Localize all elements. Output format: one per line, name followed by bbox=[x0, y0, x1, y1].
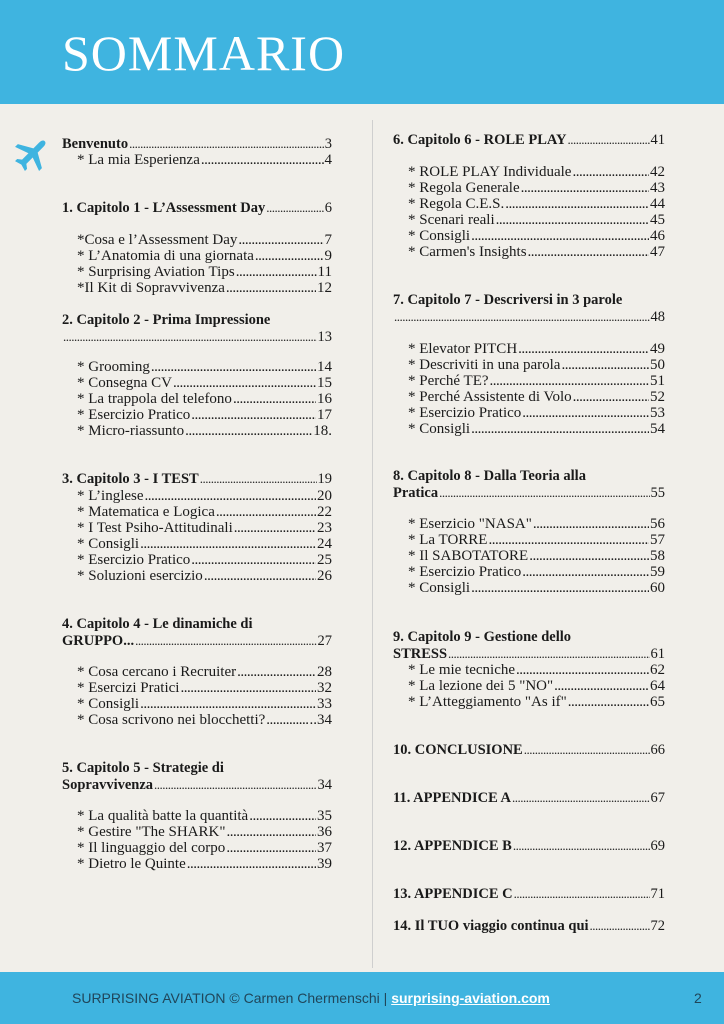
toc-entry[interactable]: 10. CONCLUSIONE ..... 66 bbox=[393, 742, 665, 759]
toc-entry[interactable]: * La trappola del telefono ..... 16 bbox=[62, 391, 332, 408]
toc-entry[interactable]: * ROLE PLAY Individuale ..... 42 bbox=[393, 164, 665, 181]
toc-entry[interactable]: * Cosa scrivono nei blocchetti? ..... ..34 bbox=[62, 712, 332, 729]
toc-entry[interactable]: * L’Atteggiamento "As if" ..... 65 bbox=[393, 694, 665, 711]
toc-entry[interactable]: * Perché Assistente di Volo ..... 52 bbox=[393, 389, 665, 406]
toc-entry[interactable]: * L’Anatomia di una giornata ..... 9 bbox=[62, 248, 332, 265]
toc-entry[interactable]: 14. Il TUO viaggio continua qui ..... 72 bbox=[393, 918, 665, 935]
toc-entry[interactable]: * Consigli ..... 60 bbox=[393, 580, 665, 597]
toc-entry[interactable]: * Soluzioni esercizio ..... 26 bbox=[62, 568, 332, 585]
toc-entry[interactable]: * L’inglese ..... 20 bbox=[62, 488, 332, 505]
footer-band bbox=[0, 972, 724, 1024]
toc-entry[interactable]: * Descriviti in una parola ..... 50 bbox=[393, 357, 665, 374]
toc-entry[interactable]: * La lezione dei 5 "NO" ..... 64 bbox=[393, 678, 665, 695]
toc-entry[interactable]: 4. Capitolo 4 - Le dinamiche di GRUPPO... ..... 27 bbox=[62, 616, 332, 650]
toc-entry[interactable]: * Grooming ..... 14 bbox=[62, 359, 332, 376]
toc-entry[interactable]: * Carmen's Insights ..... 47 bbox=[393, 244, 665, 261]
page-number: 2 bbox=[694, 990, 702, 1006]
toc-entry[interactable]: * Esercizio Pratico ..... 53 bbox=[393, 405, 665, 422]
toc-entry[interactable]: * Consigli ..... 24 bbox=[62, 536, 332, 553]
toc-entry[interactable]: 7. Capitolo 7 - Descriversi in 3 parole ..... 48 bbox=[393, 292, 665, 326]
header-band bbox=[0, 0, 724, 104]
toc-entry[interactable]: * Regola Generale ..... 43 bbox=[393, 180, 665, 197]
airplane-icon bbox=[12, 134, 52, 174]
toc-entry[interactable]: 1. Capitolo 1 - L’Assessment Day ..... 6 bbox=[62, 200, 332, 217]
toc-entry[interactable]: * Cosa cercano i Recruiter ..... 28 bbox=[62, 664, 332, 681]
toc-entry[interactable]: * Le mie tecniche ..... 62 bbox=[393, 662, 665, 679]
toc-entry[interactable]: * Regola C.E.S. ..... 44 bbox=[393, 196, 665, 213]
toc-entry[interactable]: * Esercizio Pratico ..... 25 bbox=[62, 552, 332, 569]
toc-entry[interactable]: * La mia Esperienza ..... 4 bbox=[62, 152, 332, 169]
toc-entry[interactable]: 5. Capitolo 5 - Strategie di Sopravvivenza ..... 34 bbox=[62, 760, 332, 794]
toc-entry[interactable]: Benvenuto ..... 3 bbox=[62, 136, 332, 153]
toc-entry[interactable]: * Micro-riassunto ..... 18. bbox=[62, 423, 332, 440]
toc-entry[interactable]: * Consigli ..... 46 bbox=[393, 228, 665, 245]
toc-entry[interactable]: 6. Capitolo 6 - ROLE PLAY ..... 41 bbox=[393, 132, 665, 149]
toc-entry[interactable]: * Scenari reali ..... 45 bbox=[393, 212, 665, 229]
column-divider bbox=[372, 120, 373, 968]
toc-entry[interactable]: * Consegna CV ..... 15 bbox=[62, 375, 332, 392]
toc-entry[interactable]: 2. Capitolo 2 - Prima Impressione ..... 13 bbox=[62, 312, 332, 346]
toc-entry[interactable]: 9. Capitolo 9 - Gestione dello STRESS ..... 61 bbox=[393, 629, 665, 663]
toc-entry[interactable]: * Surprising Aviation Tips ..... 11 bbox=[62, 264, 332, 281]
toc-entry[interactable]: * Esercizi Pratici ..... 32 bbox=[62, 680, 332, 697]
toc-entry[interactable]: 11. APPENDICE A ..... 67 bbox=[393, 790, 665, 807]
toc-entry[interactable]: * Consigli ..... 33 bbox=[62, 696, 332, 713]
toc-entry[interactable]: 8. Capitolo 8 - Dalla Teoria alla Pratica ..... 55 bbox=[393, 468, 665, 502]
toc-entry[interactable]: * La TORRE ..... 57 bbox=[393, 532, 665, 549]
toc-entry[interactable]: * Elevator PITCH ..... 49 bbox=[393, 341, 665, 358]
toc-entry[interactable]: * Consigli ..... 54 bbox=[393, 421, 665, 438]
toc-entry[interactable]: * Matematica e Logica ..... 22 bbox=[62, 504, 332, 521]
toc-entry[interactable]: * Dietro le Quinte ..... 39 bbox=[62, 856, 332, 873]
toc-entry[interactable]: * Eserzicio "NASA" ..... 56 bbox=[393, 516, 665, 533]
toc-entry[interactable]: *Cosa e l’Assessment Day ..... 7 bbox=[62, 232, 332, 249]
toc-entry[interactable]: * Perché TE? ..... 51 bbox=[393, 373, 665, 390]
toc-entry[interactable]: * I Test Psiho-Attitudinali ..... 23 bbox=[62, 520, 332, 537]
footer-copyright: SURPRISING AVIATION © Carmen Chermenschi | bbox=[72, 990, 392, 1006]
website-link[interactable]: surprising-aviation.com bbox=[391, 990, 550, 1006]
page-title: SOMMARIO bbox=[62, 25, 346, 81]
toc-entry[interactable]: * Esercizio Pratico ..... 17 bbox=[62, 407, 332, 424]
toc-entry[interactable]: 3. Capitolo 3 - I TEST ..... 19 bbox=[62, 471, 332, 488]
toc-entry[interactable]: * La qualità batte la quantità ..... 35 bbox=[62, 808, 332, 825]
toc-entry[interactable]: * Il SABOTATORE ..... 58 bbox=[393, 548, 665, 565]
toc-entry[interactable]: *Il Kit di Sopravvivenza ..... 12 bbox=[62, 280, 332, 297]
toc-entry[interactable]: 13. APPENDICE C ..... 71 bbox=[393, 886, 665, 903]
toc-entry[interactable]: * Esercizio Pratico ..... 59 bbox=[393, 564, 665, 581]
toc-entry[interactable]: * Il linguaggio del corpo ..... 37 bbox=[62, 840, 332, 857]
toc-entry[interactable]: 12. APPENDICE B ..... 69 bbox=[393, 838, 665, 855]
footer-credit bbox=[72, 990, 550, 1006]
toc-entry[interactable]: * Gestire "The SHARK" ..... 36 bbox=[62, 824, 332, 841]
